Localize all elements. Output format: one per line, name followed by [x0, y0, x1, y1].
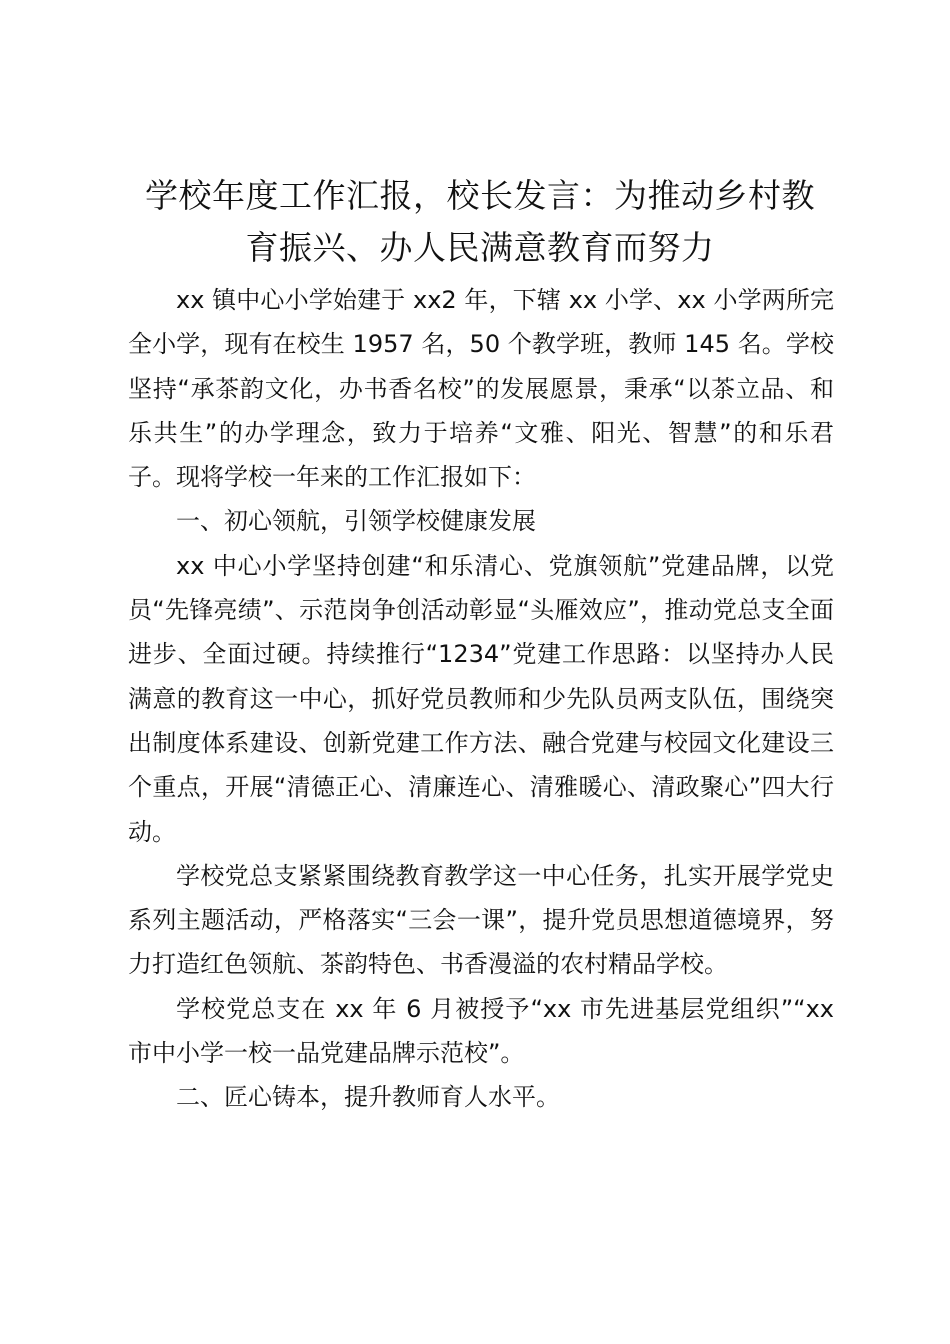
title-line-2: 育振兴、办人民满意教育而努力: [245, 228, 715, 267]
paragraph-party-history: 学校党总支紧紧围绕教育教学这一中心任务，扎实开展学党史系列主题活动，严格落实“三会一课”，提升党员思想道德境界，努力打造红色领航、茶韵特色、书香漫溢的农村精品学校。: [128, 861, 834, 979]
document-body: [128, 278, 834, 1120]
section-heading-2: 二、匠心铸本，提升教师育人水平。: [176, 1083, 560, 1112]
paragraph-awards: 学校党总支在 xx 年 6 月被授予“xx 市先进基层党组织”“xx 市中小学一校一品党建品牌示范校”。: [128, 994, 834, 1068]
paragraph-party-brand: xx 中心小学坚持创建“和乐清心、党旗领航”党建品牌，以党员“先锋亮绩”、示范岗争创活动彰显“头雁效应”，推动党总支全面进步、全面过硬。持续推行“1234”党建工作思路：以坚持办人民满意的教育这一中心，抓好党员教师和少先队员两支队伍，围绕突出制度体系建设、创新党建工作方法、融合党建与校园文化建设三个重点，开展“清德正心、清廉连心、清雅暖心、清政聚心”四大行动。: [128, 551, 834, 846]
section-heading-1: 一、初心领航，引领学校健康发展: [176, 507, 536, 536]
document-title: [110, 170, 850, 274]
paragraph-intro: xx 镇中心小学始建于 xx2 年，下辖 xx 小学、xx 小学两所完全小学，现有在校生 1957 名，50 个教学班，教师 145 名。学校坚持“承茶韵文化，办书香名校”的发展愿景，秉承“以茶立品、和乐共生”的办学理念，致力于培养“文雅、阳光、智慧”的和乐君子。现将学校一年来的工作汇报如下：: [128, 286, 834, 492]
title-line-1: 学校年度工作汇报，校长发言：为推动乡村教: [145, 176, 815, 215]
